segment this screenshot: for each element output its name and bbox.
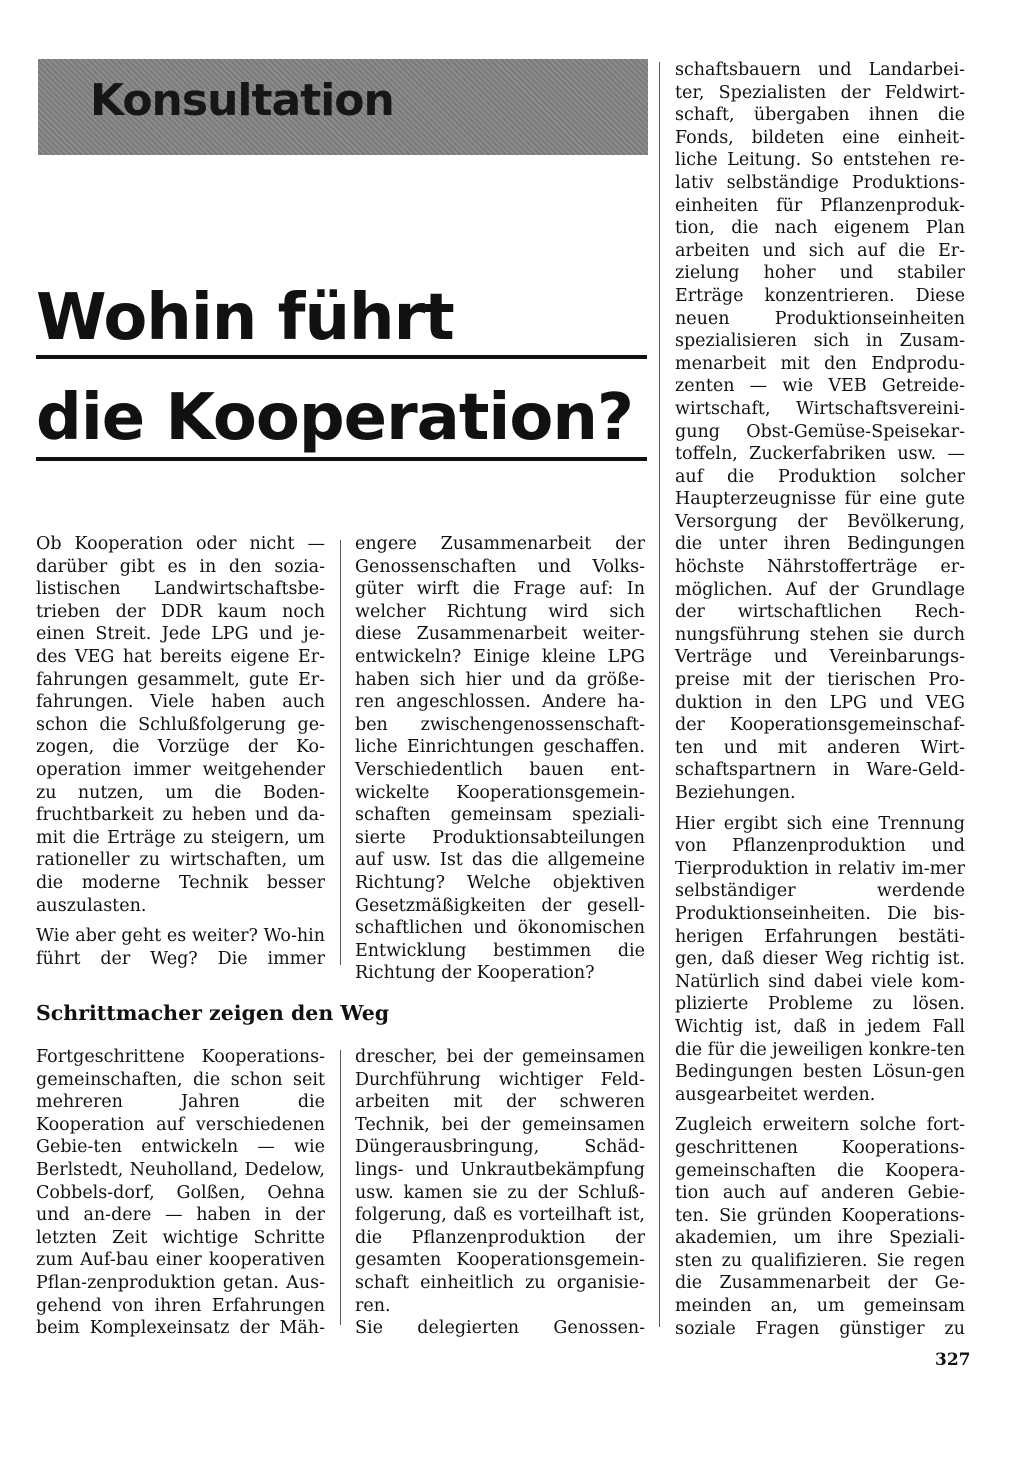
intro-col2-paragraph-1: engere Zusammenarbeit der Genossenschaften und Volks-güter wirft die Frage auf: In welcher Richtung wird sich diese Zusammenarbeit weiter-entwickeln? Einige kleine LPG haben sich hier und da größe-ren angeschlossen. Andere ha-ben zwischengenossenschaft-liche Einrichtungen geschaffen. Verschiedentlich bauen ent-wickelte Kooperationsgemein-schaften gemeinsam speziali-sierte Produktionsabteilungen auf usw. Ist das die allgemeine Richtung? Welche objektiven Gesetzmäßigkeiten der gesell-schaftlichen und ökonomischen Entwicklung bestimmen die Richtung der Kooperation?: [355, 534, 645, 984]
right-col-paragraph-2: Hier ergibt sich eine Trennung von Pflanzenproduktion und Tierproduktion in relativ im-mer selbständiger werdende Produktionseinheiten. Die bis-herigen Erfahrungen bestäti-gen, daß dieser Weg richtig ist. Natürlich sind dabei viele kom-plizierte Probleme zu lösen. Wichtig ist, daß in jedem Fall die für die jeweiligen konkre-ten Bedingungen besten Lösun-gen ausgearbeitet werden.: [675, 813, 965, 1105]
intro-column-2: [355, 533, 645, 993]
section-col1-paragraph-1: Fortgeschrittene Kooperations-gemeinschaften, die schon seit mehreren Jahren die Kooperation auf verschiedenen Gebie-ten entwickeln — wie Berlstedt, Neuholland, Dedelow, Cobbels-dorf, Golßen, Oehna und an-dere — haben in der letzten Zeit wichtige Schritte zum Auf-bau einer kooperativen Pflan-zenproduktion getan. Aus-gehend von ihren Erfahrungen beim Komplexeinsatz der Mäh-: [36, 1047, 325, 1339]
column-separator: [340, 540, 341, 965]
page-number: 327: [935, 1350, 971, 1370]
right-col-paragraph-1: schaftsbauern und Landarbei-ter, Spezialisten der Feldwirt-schaft, übergaben ihnen die Fonds, bildeten eine einheit-liche Leitung. So entstehen re-lativ selbständige Produktions-einheiten für Pflanzenproduk-tion, die nach eigenem Plan arbeiten und sich auf die Er-zielung hoher und stabiler Erträge konzentrieren. Diese neuen Produktionseinheiten spezialisieren sich in Zusam-menarbeit mit den Endprodu-zenten — wie VEB Getreide-wirtschaft, Wirtschaftsvereini-gung Obst-Gemüse-Speisekar-toffeln, Zuckerfabriken usw. — auf die Produktion solcher Haupterzeugnisse für eine gute Versorgung der Bevölkerung, die unter ihren Bedingungen höchste Nährstofferträge er-möglichen. Auf der Grundlage der wirtschaftlichen Rech-nungsführung stehen sie durch Verträge und Vereinbarungs-preise mit der tierischen Pro-duktion in den LPG und VEG der Kooperationsgemeinschaf-ten und mit anderen Wirt-schaftspartnern in Ware-Geld-Beziehungen.: [675, 60, 965, 803]
right-col-paragraph-3: Zugleich erweitern solche fort-geschrittenen Kooperations-gemeinschaften die Koopera-tion auch auf anderen Gebie-ten. Sie gründen Kooperations-akademien, um ihre Speziali-sten zu qualifizieren. Sie regen die Zusammenarbeit der Ge-meinden an, um gemeinsam soziale Fragen günstiger zu: [675, 1115, 965, 1339]
headline-line-1: Wohin führt: [36, 281, 454, 355]
column-separator: [340, 1050, 341, 1325]
section-col2-paragraph-1: drescher, bei der gemeinsamen Durchführung wichtiger Feld-arbeiten mit der schweren Technik, bei der gemeinsamen Düngerausbringung, Schäd-lings- und Unkrautbekämpfung usw. kamen sie zu der Schluß-folgerung, daß es vorteilhaft ist, die Pflanzenproduktion der gesamten Kooperationsgemein-schaft einheitlich zu organisie-ren.: [355, 1047, 645, 1316]
headline-rule-bottom: [36, 457, 647, 461]
section-column-2: [355, 1046, 645, 1348]
intro-col1-paragraph-1: Ob Kooperation oder nicht — darüber gibt es in den sozia-listischen Landwirtschaftsbe-trieben der DDR kaum noch einen Streit. Jede LPG und je-des VEG hat bereits eigene Er-fahrungen gesammelt, gute Er-fahrungen. Viele haben auch schon die Schlußfolgerung ge-zogen, die Vorzüge der Ko-operation immer weitgehender zu nutzen, um die Boden-fruchtbarkeit zu heben und da-mit die Erträge zu steigern, um rationeller zu wirtschaften, um die moderne Technik besser auszulasten.: [36, 534, 325, 916]
section-column-1: [36, 1046, 325, 1348]
section-subheading: Schrittmacher zeigen den Weg: [36, 1001, 390, 1025]
banner-label: Konsultation: [90, 75, 394, 126]
section-banner: [38, 59, 648, 155]
intro-column-1: [36, 533, 325, 978]
intro-col1-paragraph-2: Wie aber geht es weiter? Wo-hin führt der Weg? Die immer: [36, 926, 325, 969]
section-col2-paragraph-2: Sie delegierten Genossen-: [355, 1318, 645, 1339]
headline-rule-top: [36, 355, 647, 359]
column-separator: [659, 62, 660, 1327]
right-column: [675, 59, 965, 1348]
headline-line-2: die Kooperation?: [36, 381, 633, 455]
